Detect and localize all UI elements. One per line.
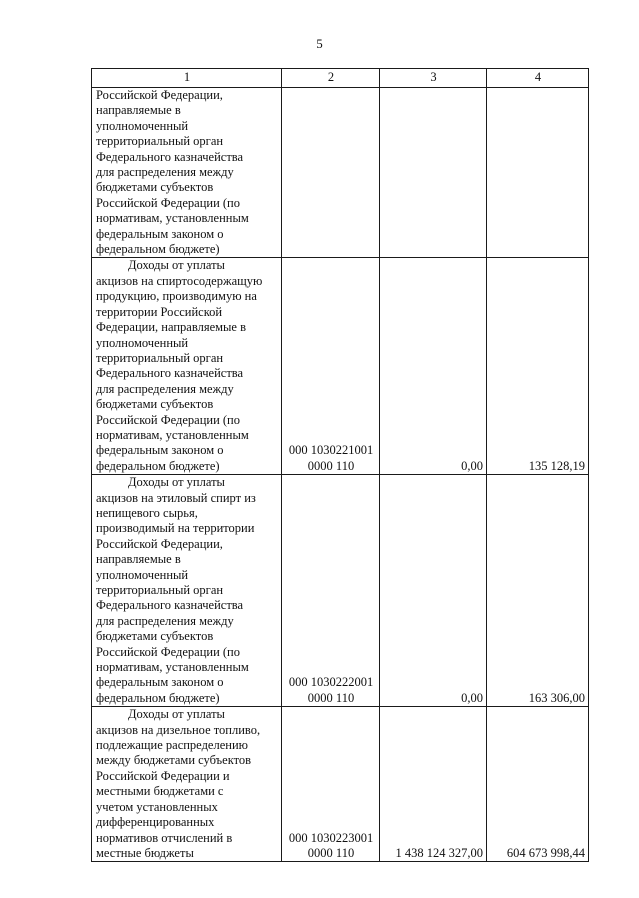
budget-revenue-table	[91, 68, 589, 862]
amount-column-3-cell: 1 438 124 327,00	[380, 707, 487, 862]
table-body	[92, 88, 589, 862]
header-row	[92, 69, 589, 88]
revenue-name-cell	[92, 258, 282, 475]
budget-code-cell: 000 1030222001 0000 110	[282, 475, 380, 707]
table-row	[92, 258, 589, 475]
budget-code-cell: 000 1030221001 0000 110	[282, 258, 380, 475]
amount-column-4-cell: 163 306,00	[487, 475, 589, 707]
table-row	[92, 475, 589, 707]
revenue-name-lead: Доходы от уплаты	[128, 707, 225, 722]
amount-column-4-cell: 135 128,19	[487, 258, 589, 475]
page-number: 5	[316, 36, 323, 51]
revenue-name-cell: Российской Федерации, направляемые в уполномоченный территориальный орган Федерального казначейства для распределения между бюджетами субъектов Российской Федерации (по нормативам, установленным федеральным законом о федеральном бюджете)	[92, 88, 282, 258]
budget-code-cell	[282, 88, 380, 258]
amount-column-3-cell: 0,00	[380, 258, 487, 475]
table-row	[92, 707, 589, 862]
table-header	[92, 69, 589, 88]
amount-column-3-cell: 0,00	[380, 475, 487, 707]
revenue-name-cell	[92, 707, 282, 862]
revenue-name-text: акцизов на этиловый спирт из непищевого сырья, производимый на территории Российской Федерации, направляемые в уполномоченный территориальный орган Федерального казначейства для распределения между бюджетами субъектов Российской Федерации (по нормативам, установленным федеральным законом о федеральном бюджете)	[96, 490, 256, 705]
column-header-2: 2	[282, 69, 380, 88]
budget-code-cell: 000 1030223001 0000 110	[282, 707, 380, 862]
revenue-name-text: акцизов на дизельное топливо, подлежащие распределению между бюджетами субъектов Российской Федерации и местными бюджетами с учетом установленных дифференцированных нормативов отчислений в местные бюджеты	[96, 722, 261, 860]
revenue-name-cell	[92, 475, 282, 707]
amount-column-4-cell: 604 673 998,44	[487, 707, 589, 862]
revenue-name-text: акцизов на спиртосодержащую продукцию, производимую на территории Российской Федерации, направляемые в уполномоченный территориальный орган Федерального казначейства для распределения между бюджетами субъектов Российской Федерации (по нормативам, установленным федеральным законом о федеральном бюджете)	[96, 273, 263, 473]
column-header-4: 4	[487, 69, 589, 88]
table-row	[92, 88, 589, 258]
amount-column-4-cell	[487, 88, 589, 258]
amount-column-3-cell	[380, 88, 487, 258]
revenue-name-lead: Доходы от уплаты	[128, 475, 225, 490]
column-header-3: 3	[380, 69, 487, 88]
column-header-1: 1	[92, 69, 282, 88]
revenue-name-lead: Доходы от уплаты	[128, 258, 225, 273]
